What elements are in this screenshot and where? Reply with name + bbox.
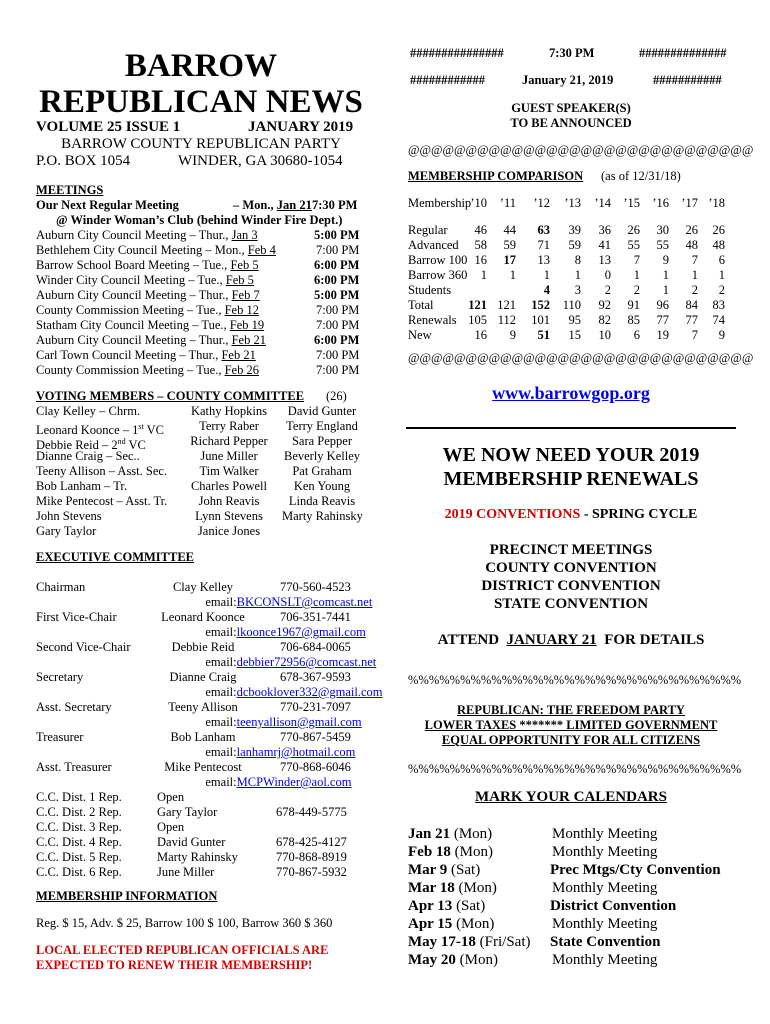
- comparison-value: 17: [503, 253, 516, 267]
- calendar-event: Monthly Meeting: [552, 844, 658, 860]
- comparison-value: 9: [662, 253, 669, 267]
- comparison-value: 26: [712, 223, 725, 237]
- officer-role: Secretary: [36, 670, 84, 684]
- comparison-value: 15: [568, 328, 581, 342]
- comparison-value: 1: [633, 268, 640, 282]
- website-link[interactable]: www.barrowgop.org: [492, 383, 650, 403]
- voting-member: Mike Pentecost – Asst. Tr.: [36, 494, 168, 508]
- comparison-value: 1: [662, 268, 669, 282]
- comparison-value: 16: [474, 253, 487, 267]
- comparison-value: 10: [598, 328, 611, 342]
- comparison-value: 2: [718, 283, 725, 297]
- comparison-value: 3: [574, 283, 581, 297]
- officer-phone: 770-868-6046: [280, 760, 351, 774]
- meeting-time: 7:30 PM: [549, 46, 595, 60]
- officer-email-wrap: email: debbier72956@comcast.net: [205, 655, 377, 669]
- officer-role: Treasurer: [36, 730, 84, 744]
- voting-member: Leonard Koonce – 1st VC: [36, 422, 165, 438]
- meeting-description: Statham City Council Meeting – Tue., Feb 19: [36, 318, 265, 332]
- officer-name: Clay Kelley: [172, 580, 234, 594]
- guest-speaker-line2: TO BE ANNOUNCED: [510, 116, 632, 130]
- meeting-description: County Commission Meeting – Tue., Feb 26: [36, 363, 259, 377]
- comparison-value: 71: [537, 238, 550, 252]
- comparison-value: 9: [509, 328, 516, 342]
- comparison-value: 7: [633, 253, 640, 267]
- comparison-value: 1: [691, 268, 698, 282]
- meeting-description: Auburn City Council Meeting – Thur., Jan 3: [36, 228, 258, 242]
- next-meeting-date: – Mon., Jan 21: [233, 198, 312, 212]
- rep-district: C.C. Dist. 6 Rep.: [36, 865, 122, 879]
- meeting-date: Feb 5: [230, 258, 259, 272]
- voting-member: Terry Raber: [199, 419, 259, 433]
- meeting-description: Auburn City Council Meeting – Thur., Feb 21: [36, 333, 266, 347]
- comparison-value: 91: [627, 298, 640, 312]
- voting-member: Gary Taylor: [36, 524, 97, 538]
- meeting-date: Feb 7: [231, 288, 260, 302]
- comparison-heading: MEMBERSHIP COMPARISON: [408, 169, 584, 183]
- percent-divider-1: %%%%%%%%%%%%%%%%%%%%%%%%%%%%%%%%: [408, 673, 742, 687]
- voting-member: Ken Young: [293, 479, 351, 493]
- officer-email-wrap: email: dcbooklover332@gmail.com: [205, 685, 383, 699]
- officer-role: Asst. Treasurer: [36, 760, 112, 774]
- comparison-value: 58: [474, 238, 487, 252]
- meeting-time: 7:00 PM: [316, 348, 360, 362]
- guest-speaker-line1: GUEST SPEAKER(S): [511, 101, 631, 115]
- comparison-row-label: Regular: [408, 223, 448, 237]
- comparison-value: 96: [656, 298, 669, 312]
- calendar-date: Apr 13 (Sat): [408, 898, 486, 914]
- year-header: ’14: [594, 196, 611, 210]
- comparison-value: 95: [568, 313, 581, 327]
- comparison-value: 1: [543, 268, 550, 282]
- attend-line: ATTEND JANUARY 21 FOR DETAILS: [437, 632, 705, 648]
- conventions-heading: 2019 CONVENTIONS - SPRING CYCLE: [444, 507, 698, 522]
- voting-count: (26): [326, 389, 347, 403]
- rep-name: June Miller: [157, 865, 215, 879]
- voting-member: Janice Jones: [197, 524, 261, 538]
- officer-email-wrap: email: teenyallison@gmail.com: [205, 715, 362, 729]
- comparison-value: 1: [718, 268, 725, 282]
- comparison-value: 7: [691, 253, 698, 267]
- comparison-value: 1: [480, 268, 487, 282]
- meeting-time: 6:00 PM: [314, 258, 360, 272]
- rep-name: Open: [157, 790, 185, 804]
- comparison-row-label: Total: [408, 298, 434, 312]
- comparison-value: 6: [718, 253, 725, 267]
- comparison-value: 74: [712, 313, 725, 327]
- rep-district: C.C. Dist. 2 Rep.: [36, 805, 122, 819]
- voting-member: John Reavis: [198, 494, 260, 508]
- comparison-value: 9: [718, 328, 725, 342]
- meeting-description: Winder City Council Meeting – Tue., Feb 5: [36, 273, 254, 287]
- calendar-event: Monthly Meeting: [552, 916, 658, 932]
- meeting-time: 6:00 PM: [314, 273, 360, 287]
- masthead-title-line1: BARROW: [124, 48, 278, 84]
- comparison-value: 121: [468, 298, 487, 312]
- comparison-value: 41: [598, 238, 611, 252]
- party-name: BARROW COUNTY REPUBLICAN PARTY: [61, 136, 341, 152]
- calendar-event: District Convention: [550, 898, 677, 914]
- calendar-event: State Convention: [550, 934, 661, 950]
- meeting-date: Feb 21: [231, 333, 266, 347]
- officer-phone: 678-367-9593: [280, 670, 351, 684]
- officer-name: Debbie Reid: [171, 640, 235, 654]
- voting-member: Clay Kelley – Chrm.: [36, 404, 141, 418]
- officer-email-wrap: email: lanhamrj@hotmail.com: [205, 745, 356, 759]
- rep-phone: 770-867-5932: [276, 865, 347, 879]
- voting-member: John Stevens: [36, 509, 102, 523]
- officer-email-link[interactable]: lanhamrj@hotmail.com: [236, 745, 356, 759]
- comparison-value: 84: [685, 298, 698, 312]
- comparison-value: 13: [598, 253, 611, 267]
- voting-member: Bob Lanham – Tr.: [36, 479, 127, 493]
- convention-item: COUNTY CONVENTION: [485, 560, 657, 576]
- calendar-date: Mar 18 (Mon): [408, 880, 497, 896]
- meeting-date: Feb 12: [224, 303, 259, 317]
- meeting-time: 5:00 PM: [314, 228, 360, 242]
- year-header: ’16: [652, 196, 669, 210]
- year-header: ’12: [533, 196, 550, 210]
- calendar-event: Prec Mtgs/Cty Convention: [550, 862, 721, 878]
- voting-member: Terry England: [286, 419, 358, 433]
- motto-line3: EQUAL OPPORTUNITY FOR ALL CITIZENS: [441, 733, 701, 747]
- comparison-value: 1: [574, 268, 581, 282]
- comparison-value: 55: [656, 238, 669, 252]
- comparison-value: 26: [627, 223, 640, 237]
- comparison-value: 77: [656, 313, 669, 327]
- comparison-value: 8: [574, 253, 581, 267]
- officer-name: Leonard Koonce: [161, 610, 245, 624]
- membership-rates: Reg. $ 15, Adv. $ 25, Barrow 100 $ 100, Barrow 360 $ 360: [36, 916, 333, 930]
- voting-member: Kathy Hopkins: [190, 404, 268, 418]
- rep-phone: 770-868-8919: [276, 850, 347, 864]
- voting-member: Teeny Allison – Asst. Sec.: [36, 464, 168, 478]
- masthead-title-line2: REPUBLICAN NEWS: [39, 84, 363, 120]
- meeting-date: Feb 4: [247, 243, 276, 257]
- calendar-date: Apr 15 (Mon): [408, 916, 495, 932]
- comparison-value: 2: [691, 283, 698, 297]
- comparison-value: 4: [543, 283, 550, 297]
- voting-member: Tim Walker: [199, 464, 259, 478]
- volume-issue: VOLUME 25 ISSUE 1: [36, 119, 181, 135]
- officer-email-link[interactable]: debbier72956@comcast.net: [236, 655, 377, 669]
- meeting-time: 7:00 PM: [316, 243, 360, 257]
- officer-phone: 770-867-5459: [280, 730, 351, 744]
- officer-email-wrap: email: BKCONSLT@comcast.net: [205, 595, 373, 609]
- officer-name: Mike Pentecost: [164, 760, 242, 774]
- voting-member: Charles Powell: [190, 479, 268, 493]
- comparison-value: 7: [691, 328, 698, 342]
- comparison-value: 83: [712, 298, 725, 312]
- voting-member: Lynn Stevens: [195, 509, 263, 523]
- comparison-value: 112: [497, 313, 516, 327]
- at-divider-2: @@@@@@@@@@@@@@@@@@@@@@@@@@@@@@: [408, 351, 754, 365]
- comparison-value: 1: [662, 283, 669, 297]
- comparison-value: 13: [537, 253, 550, 267]
- rep-name: Gary Taylor: [157, 805, 218, 819]
- comparison-value: 55: [627, 238, 640, 252]
- comparison-value: 2: [604, 283, 611, 297]
- voting-heading: VOTING MEMBERS – COUNTY COMMITTEE: [36, 389, 305, 403]
- officer-phone: 770-231-7097: [280, 700, 351, 714]
- hash-divider-right-1: ##############: [639, 46, 727, 60]
- renewal-line2: MEMBERSHIP RENEWALS: [443, 468, 699, 490]
- comparison-value: 46: [474, 223, 487, 237]
- year-header: ’17: [681, 196, 698, 210]
- officer-phone: 706-684-0065: [280, 640, 351, 654]
- officer-email-link[interactable]: teenyallison@gmail.com: [236, 715, 362, 729]
- voting-member: Richard Pepper: [190, 434, 268, 448]
- comparison-value: 101: [531, 313, 550, 327]
- comparison-asof: (as of 12/31/18): [601, 169, 681, 183]
- rep-name: Open: [157, 820, 185, 834]
- officer-role: Second Vice-Chair: [36, 640, 131, 654]
- meeting-description: Carl Town Council Meeting – Thur., Feb 21: [36, 348, 256, 362]
- officer-name: Teeny Allison: [168, 700, 238, 714]
- po-box: P.O. BOX 1054: [36, 153, 131, 169]
- rep-district: C.C. Dist. 5 Rep.: [36, 850, 122, 864]
- next-meeting-label: Our Next Regular Meeting: [36, 198, 179, 212]
- officer-phone: 706-351-7441: [280, 610, 351, 624]
- comparison-value: 1: [509, 268, 516, 282]
- comparison-value: 121: [497, 298, 516, 312]
- membership-info-heading: MEMBERSHIP INFORMATION: [36, 889, 218, 903]
- calendar-date: May 20 (Mon): [408, 952, 498, 968]
- meetings-heading: MEETINGS: [36, 183, 104, 197]
- meeting-date: Feb 5: [225, 273, 254, 287]
- officer-role: Chairman: [36, 580, 86, 594]
- comparison-row-label: Renewals: [408, 313, 457, 327]
- section-divider-line: [406, 427, 736, 429]
- calendar-event: Monthly Meeting: [552, 880, 658, 896]
- executive-heading: EXECUTIVE COMMITTEE: [36, 550, 195, 564]
- next-meeting-time: 7:30 PM: [312, 198, 358, 212]
- voting-member: Pat Graham: [292, 464, 352, 478]
- voting-member: Dianne Craig – Sec..: [36, 449, 140, 463]
- officer-email-wrap: email: lkoonce1967@gmail.com: [205, 625, 366, 639]
- renewal-line1: WE NOW NEED YOUR 2019: [442, 444, 700, 466]
- meeting-description: Bethlehem City Council Meeting – Mon., Feb 4: [36, 243, 276, 257]
- percent-divider-2: %%%%%%%%%%%%%%%%%%%%%%%%%%%%%%%%: [408, 762, 742, 776]
- year-header: ’18: [708, 196, 725, 210]
- comparison-value: 59: [568, 238, 581, 252]
- officer-name: Dianne Craig: [169, 670, 237, 684]
- hash-divider-right-2: ###########: [653, 73, 722, 87]
- calendar-date: Mar 9 (Sat): [408, 862, 481, 878]
- calendar-event: Monthly Meeting: [552, 952, 658, 968]
- comparison-value: 82: [598, 313, 611, 327]
- voting-member: Sara Pepper: [291, 434, 353, 448]
- officer-email-link[interactable]: BKCONSLT@comcast.net: [236, 595, 373, 609]
- year-header: ’13: [564, 196, 581, 210]
- comparison-value: 85: [627, 313, 640, 327]
- meeting-time: 5:00 PM: [314, 288, 360, 302]
- meeting-date: Feb 26: [224, 363, 259, 377]
- rep-district: C.C. Dist. 4 Rep.: [36, 835, 122, 849]
- convention-item: PRECINCT MEETINGS: [489, 542, 653, 558]
- meeting-date: Feb 21: [221, 348, 256, 362]
- officer-email-wrap: email: MCPWinder@aol.com: [205, 775, 352, 789]
- comparison-value: 0: [604, 268, 611, 282]
- rep-phone: 678-449-5775: [276, 805, 347, 819]
- comparison-value: 39: [568, 223, 581, 237]
- officer-email-link[interactable]: dcbooklover332@gmail.com: [236, 685, 383, 699]
- calendar-date: Feb 18 (Mon): [408, 844, 493, 860]
- comparison-value: 19: [656, 328, 669, 342]
- officer-role: Asst. Secretary: [36, 700, 112, 714]
- comparison-value: 59: [503, 238, 516, 252]
- comparison-value: 105: [468, 313, 487, 327]
- meeting-description: Barrow School Board Meeting – Tue., Feb 5: [36, 258, 259, 272]
- comparison-value: 6: [633, 328, 640, 342]
- meeting-time: 7:00 PM: [316, 303, 360, 317]
- comparison-value: 16: [474, 328, 487, 342]
- voting-member: June Miller: [200, 449, 258, 463]
- year-header: ’15: [623, 196, 640, 210]
- convention-item: STATE CONVENTION: [493, 596, 649, 612]
- comparison-row-label: Advanced: [408, 238, 459, 252]
- motto-line2: LOWER TAXES ******* LIMITED GOVERNMENT: [424, 718, 718, 732]
- comparison-value: 152: [531, 298, 550, 312]
- city-address: WINDER, GA 30680-1054: [178, 153, 343, 169]
- issue-date: JANUARY 2019: [248, 119, 354, 135]
- year-header: ’10: [470, 196, 487, 210]
- comparison-value: 36: [598, 223, 611, 237]
- comparison-row-label: New: [408, 328, 432, 342]
- comparison-value: 110: [562, 298, 581, 312]
- calendar-heading: MARK YOUR CALENDARS: [475, 789, 667, 805]
- meeting-time: 7:00 PM: [316, 318, 360, 332]
- calendar-date: May 17-18 (Fri/Sat): [408, 934, 531, 950]
- rep-district: C.C. Dist. 3 Rep.: [36, 820, 122, 834]
- voting-member: Linda Reavis: [288, 494, 356, 508]
- officer-email-link[interactable]: lkoonce1967@gmail.com: [236, 625, 366, 639]
- rep-phone: 678-425-4127: [276, 835, 347, 849]
- comparison-row-label: Barrow 360: [408, 268, 468, 282]
- comparison-row-label: Students: [408, 283, 452, 297]
- meeting-date: January 21, 2019: [522, 73, 614, 87]
- rep-name: Marty Rahinsky: [157, 850, 238, 864]
- hash-divider-left-2: ############: [410, 73, 485, 87]
- officer-phone: 770-560-4523: [280, 580, 351, 594]
- meeting-date: Jan 3: [231, 228, 258, 242]
- comparison-value: 51: [537, 328, 550, 342]
- comparison-value: 63: [537, 223, 550, 237]
- year-header: ’11: [499, 196, 516, 210]
- comparison-value: 44: [503, 223, 516, 237]
- meeting-time: 6:00 PM: [314, 333, 360, 347]
- comparison-value: 26: [685, 223, 698, 237]
- meeting-date: Feb 19: [229, 318, 265, 332]
- officer-name: Bob Lanham: [170, 730, 236, 744]
- officer-email-link[interactable]: MCPWinder@aol.com: [236, 775, 352, 789]
- comparison-value: 77: [685, 313, 698, 327]
- voting-member: Marty Rahinsky: [282, 509, 363, 523]
- calendar-event: Monthly Meeting: [552, 826, 658, 842]
- convention-item: DISTRICT CONVENTION: [481, 578, 661, 594]
- voting-member: Debbie Reid – 2nd VC: [36, 437, 146, 453]
- meeting-description: County Commission Meeting – Tue., Feb 12: [36, 303, 259, 317]
- comparison-label: Membership: [408, 196, 472, 210]
- calendar-date: Jan 21 (Mon): [408, 826, 493, 842]
- hash-divider-left-1: ###############: [410, 46, 504, 60]
- voting-member: David Gunter: [287, 404, 357, 418]
- officials-notice-line2: EXPECTED TO RENEW THEIR MEMBERSHIP!: [36, 958, 313, 972]
- officer-role: First Vice-Chair: [36, 610, 117, 624]
- rep-name: David Gunter: [157, 835, 226, 849]
- officials-notice-line1: LOCAL ELECTED REPUBLICAN OFFICIALS ARE: [36, 943, 329, 957]
- voting-member: Beverly Kelley: [283, 449, 360, 463]
- at-divider-1: @@@@@@@@@@@@@@@@@@@@@@@@@@@@@@: [408, 143, 754, 157]
- motto-line1: REPUBLICAN: THE FREEDOM PARTY: [457, 703, 685, 717]
- comparison-value: 92: [598, 298, 611, 312]
- comparison-value: 48: [712, 238, 725, 252]
- meeting-time: 7:00 PM: [316, 363, 360, 377]
- comparison-value: 2: [633, 283, 640, 297]
- comparison-value: 48: [685, 238, 698, 252]
- rep-district: C.C. Dist. 1 Rep.: [36, 790, 122, 804]
- meeting-description: Auburn City Council Meeting – Thur., Feb 7: [36, 288, 260, 302]
- comparison-row-label: Barrow 100: [408, 253, 468, 267]
- comparison-value: 30: [656, 223, 669, 237]
